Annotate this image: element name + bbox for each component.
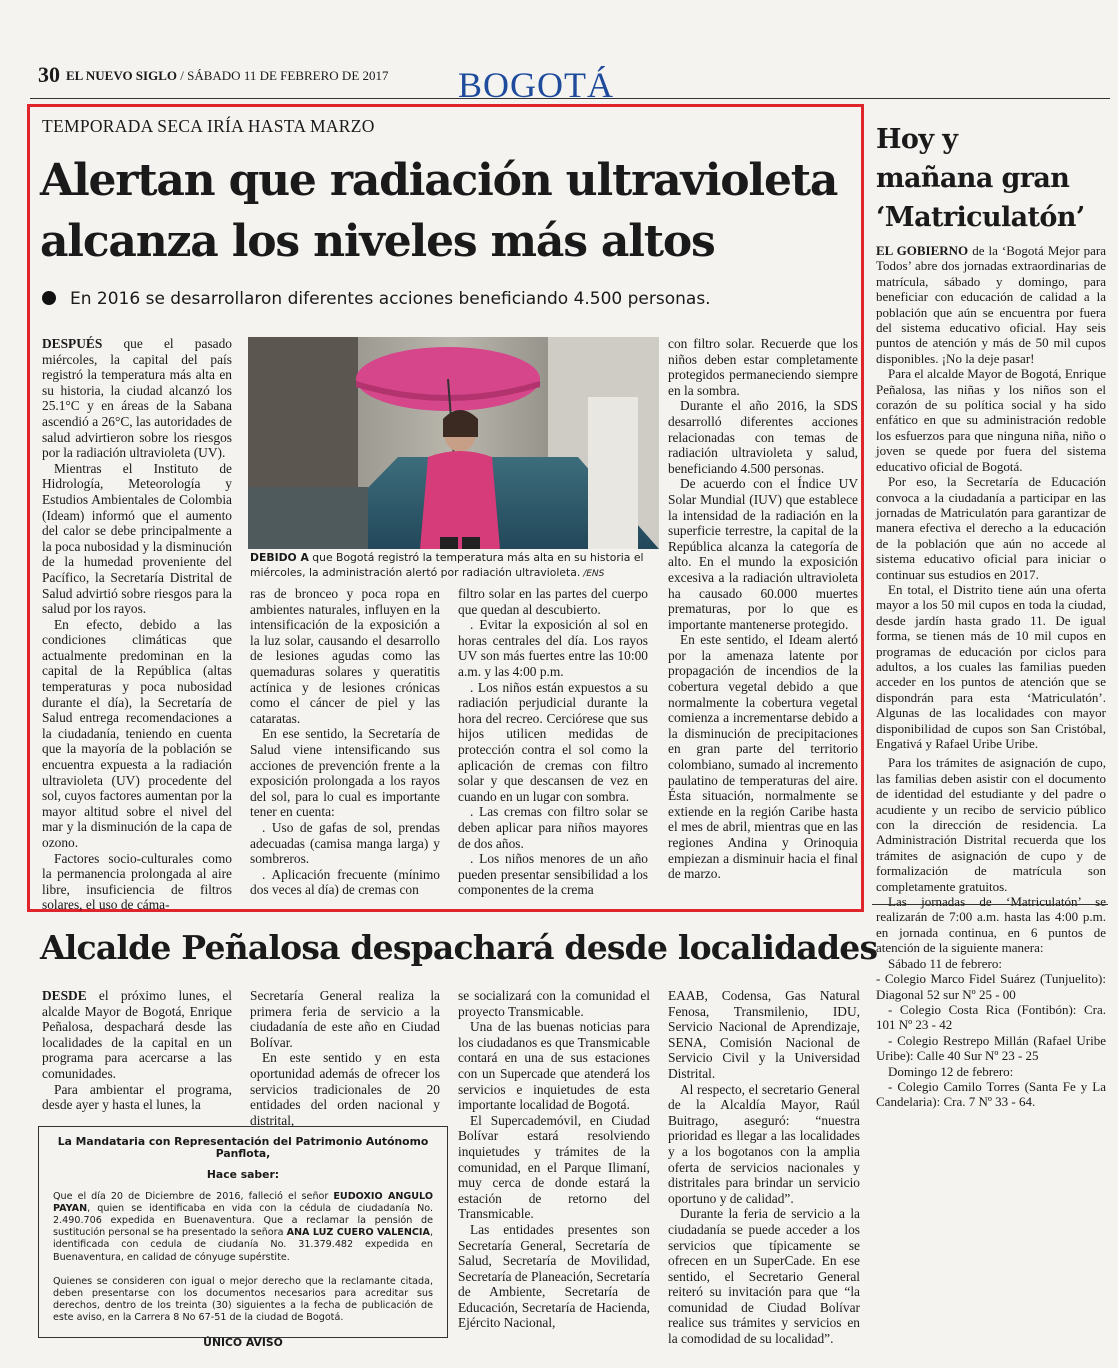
main-column-4 — [668, 336, 858, 882]
paragraph: Para el alcalde Mayor de Bogotá, Enrique Peñalosa, las niñas y los niños son el corazón de su política social y ha sido enfático en que su administración redoble los esfuerzos para que ninguna niña, niño o joven se quede por fuera del sistema educativo oficial de Bogotá. — [876, 366, 1106, 474]
paragraph: El Supercademóvil, en Ciudad Bolívar estará resolviendo inquietudes y trámites de la comunidad, en el Parque Ilimaní, muy cerca de donde estará la estación de retorno del Transmicable. — [458, 1112, 650, 1222]
paragraph: Una de las buenas noticias para los ciudadanos es que Transmicable contará en una de sus estaciones con un Supercade que atenderá los servicios e inquietudes de esta importante localidad de Bogotá. — [458, 1019, 650, 1113]
notice-text: , identificada con cedula de ciudanía No. 31.379.482 expedida en Buenaventura, en calidad de cónyuge supérstite. — [53, 1227, 433, 1263]
photo-umbrella-woman — [248, 337, 659, 549]
lead-word: DESPUÉS — [42, 336, 103, 351]
subhead-text: En 2016 se desarrollaron diferentes acciones beneficiando 4.500 personas. — [70, 289, 711, 309]
paragraph-text: que el pasado miércoles, la capital del país registró la temperatura más alta en su historia, la ciudad alcanzó los 25.1°C y en áreas de la Sabana ascendió a 26°C, las autoridades de salud advirtieron sobre los riesgos por la radiación ultravioleta (UV). — [42, 336, 232, 461]
article-headline — [40, 150, 860, 272]
paragraph: Durante la feria de servicio a la ciudadanía se puede acceder a los servicios que típicamente se ofrecen en un SuperCade. En ese sentido, el Secretario General reiteró su invitación para que “la comunidad de Ciudad Bolívar realice sus trámites y servicios en la comodidad de su localidad”. — [668, 1206, 860, 1347]
second-column-2 — [250, 988, 440, 1128]
paragraph: - Colegio Marco Fidel Suárez (Tunjuelito): Diagonal 52 sur Nº 25 - 00 — [876, 971, 1106, 1002]
main-column-1 — [42, 336, 232, 913]
paragraph: Factores socio-culturales como la permanencia prolongada al aire libre, insuficiencia de filtros solares, el uso de cáma- — [42, 850, 232, 913]
photo-caption — [250, 551, 655, 581]
notice-paragraph-1 — [53, 1191, 433, 1264]
paragraph: se socializará con la comunidad el proyecto Transmicable. — [458, 988, 650, 1019]
side-article-title — [876, 120, 1106, 237]
main-column-3 — [458, 586, 648, 898]
side-article-body — [876, 243, 1106, 1110]
main-column-2 — [250, 586, 440, 898]
lead-word: DESDE — [42, 988, 87, 1003]
paragraph: con filtro solar. Recuerde que los niños deben estar completamente protegidos permaneciendo siempre en la sombra. — [668, 336, 858, 398]
side-title-line-2: mañana gran — [876, 163, 1070, 194]
issue-date: / SÁBADO 11 DE FEBRERO DE 2017 — [180, 68, 389, 83]
second-column-1 — [42, 988, 232, 1113]
notice-name: EUDOXIO ANGULO PAYAN — [53, 1190, 433, 1214]
article-subhead — [42, 289, 711, 309]
caption-text: que Bogotá registró la temperatura más alta en su historia el miércoles, la administración alertó por radiación ultravioleta. — [250, 551, 644, 579]
paragraph: En este sentido y en esta oportunidad además de ofrecer los servicios tradicionales de 20 entidades del orden nacional y distrital, — [250, 1050, 440, 1128]
bullet-icon — [42, 291, 56, 305]
paragraph: . Aplicación frecuente (mínimo dos veces al día) de cremas con — [250, 866, 440, 898]
notice-subtitle: Hace saber: — [206, 1168, 280, 1182]
paragraph-text: de la ‘Bogotá Mejor para Todos’ abre dos jornadas extraordinarias de matrícula, sábado y domingo, para beneficiar con educación de calidad a la población que aún se encuentra por fuera del sistema educativo oficial. Hay seis puntos de atención y más de 50 mil cupos disponibles. ¡No la deje pasar! — [876, 243, 1106, 366]
headline-line-2: alcanza los niveles más altos — [40, 216, 715, 267]
notice-text: Que el día 20 de Diciembre de 2016, falleció el señor — [53, 1190, 334, 1202]
page-number: 30 — [38, 62, 60, 87]
paragraph: - Colegio Costa Rica (Fontibón): Cra. 101 Nº 23 - 42 — [876, 1001, 1106, 1033]
side-title-line-1: Hoy y — [876, 124, 958, 155]
paragraph: EAAB, Codensa, Gas Natural Fenosa, Transmilenio, IDU, Servicio Nacional de Aprendizaje, SENA, Comisión Nacional de Servicio Civil y la Universidad Distrital. — [668, 988, 860, 1081]
paragraph: De acuerdo con el Índice UV Solar Mundial (IUV) que establece la intensidad de la radiación en la superficie terrestre, la capital de la República alcanza la categoría de alto. En el mundo la exposición excesiva a la radiación ultravioleta ha causado 60.000 muertes prematuras, por lo que es importante mantenerse protegido. — [668, 476, 858, 632]
paragraph: Las entidades presentes son Secretaría General, Secretaría de Salud, Secretaría de Movilidad, Secretaría de Planeación, Secretaría de Ambiente, Secretaría de Educación, Secretaría de Hacienda, Ejército Nacional, — [458, 1221, 650, 1331]
page-folio — [38, 62, 389, 88]
paragraph: . Las cremas con filtro solar se deben aplicar para niños mayores de dos años. — [458, 804, 648, 851]
paragraph: Por eso, la Secretaría de Educación convoca a la ciudadanía a participar en las jornadas de Matriculatón para garantizar de manera efectiva el derecho a la educación de la población que aún no accede al sistema educativo oficial para iniciar o continuar sus estudios en 2017. — [876, 474, 1106, 582]
second-column-3 — [458, 988, 650, 1331]
second-column-4 — [668, 988, 860, 1347]
article-photo — [248, 337, 659, 549]
paragraph — [42, 988, 232, 1082]
paragraph: Para ambientar el programa, desde ayer y hasta el lunes, la — [42, 1081, 232, 1113]
paragraph: . Los niños menores de un año pueden presentar sensibilidad a los componentes de la crema — [458, 851, 648, 898]
headline-line-1: Alertan que radiación ultravioleta — [40, 155, 838, 206]
notice-text: , quien se identificaba en vida con la cédula de ciudadanía No. 2.490.706 expedida en Buenaventura. Que a reclamar la pensión de sustitución personal se ha presentado la señora — [53, 1202, 433, 1239]
paragraph: En este sentido, el Ideam alertó por la amenaza latente por propagación de incendios de la cobertura vegetal debido a que normalmente la cobertura vegetal comienza a incrementarse debido a la disminución de precipitaciones en gran parte del territorio colombiano, sumado al incremento paulatino de temperaturas del aire. Ésta situación, normalmente se extiende en la región Caribe hasta el mes de abril, mientras que en las regiones Andina y Orinoquia empiezan a disminuir hacia el final de marzo. — [668, 632, 858, 882]
paragraph: Sábado 11 de febrero: — [888, 955, 1002, 971]
paragraph: En efecto, debido a las condiciones climáticas que actualmente predominan en la capital de la República (altas temperaturas y poca nubosidad durante el día), la Secretaría de Salud entrega recomendaciones a la ciudadanía, teniendo en cuenta que la mayoría de la población se encuentra expuesta a la radiación ultravioleta (UV) procedente del sol, cuyos factores aumentan por la mayor altitud sobre el nivel del mar y la disminución de la capa de ozono. — [42, 616, 232, 850]
paragraph: En ese sentido, la Secretaría de Salud viene intensificando sus acciones de prevención frente a la exposición prolongada a los rayos del sol, para lo cual es importante tener en cuenta: — [250, 726, 440, 820]
paragraph-text: el próximo lunes, el alcalde Mayor de Bogotá, Enrique Peñalosa, despachará desde las localidades de la capital en un programa para acercarse a las comunidades. — [42, 988, 232, 1081]
side-title-line-3: ‘Matriculatón’ — [876, 202, 1085, 233]
paragraph: Las jornadas de ‘Matriculatón’ se realizarán de 7:00 a.m. hasta las 4:00 p.m. en jornada continua, en 6 puntos de atención de la siguiente manera: — [876, 894, 1106, 956]
second-article-headline: Alcalde Peñalosa despachará desde localidades — [40, 928, 878, 967]
paragraph: - Colegio Camilo Torres (Santa Fe y La Candelaria): Cra. 7 Nº 33 - 64. — [876, 1078, 1106, 1110]
paragraph — [876, 243, 1106, 366]
paragraph: Al respecto, el secretario General de la Alcaldía Mayor, Raúl Buitrago, aseguró: “nuestra prioridad es llegar a las localidades y a los bogotanos con la amplia oferta de servicios nacionales y distritales para brindar un servicio oportuno y de calidad”. — [668, 1081, 860, 1206]
paragraph: . Los niños están expuestos a su radiación perjudicial durante la hora del recreo. Cerciórese que sus hijos utilicen medidas de protección contra el sol como la aplicación de cremas con filtro solar y que descansen de vez en cuando en un lugar con sombra. — [458, 679, 648, 804]
legal-notice-box — [38, 1126, 448, 1349]
article-kicker: TEMPORADA SECA IRÍA HASTA MARZO — [42, 116, 375, 136]
notice-name: ANA LUZ CUERO VALENCIA — [286, 1227, 430, 1239]
paragraph: filtro solar en las partes del cuerpo que quedan al descubierto. — [458, 586, 648, 617]
section-title: BOGOTÁ — [458, 65, 614, 105]
notice-footer: ÚNICO AVISO — [203, 1335, 283, 1349]
paper-name: EL NUEVO SIGLO — [66, 68, 177, 83]
paragraph: En total, el Distrito tiene aún una oferta mayor a los 50 mil cupos en toda la ciudad, desde jardín hasta grado 11. De igual forma, se tienen más de 10 mil cupos en programas de educación por ciclos para adultos, a los cuales las familias pueden acceder en los puntos de atención que se dispondrán para esta ‘Matriculatón’. Algunas de las localidades con mayor disponibilidad de cupos son San Cristóbal, Engativá y Rafael Uribe Uribe. — [876, 581, 1106, 751]
header-rule — [30, 98, 1110, 99]
lead-word: EL GOBIERNO — [876, 243, 969, 258]
side-divider — [872, 904, 1108, 905]
paragraph: . Uso de gafas de sol, prendas adecuadas (camisa manga larga) y sombreros. — [250, 819, 440, 867]
paragraph: Domingo 12 de febrero: — [888, 1063, 1014, 1079]
paragraph — [42, 336, 232, 461]
paragraph: Para los trámites de asignación de cupo, las familias deben asistir con el documento de identidad del estudiante y del padre o acudiente y un recibo de servicio público con la dirección de residencia. La Administración Distrital recuerda que los trámites de asignación de cupo y de formalización de matrícula son completamente gratuitos. — [876, 755, 1106, 894]
paragraph: . Evitar la exposición al sol en horas centrales del día. Los rayos UV son más fuertes entre las 10:00 a.m. y las 4:00 p.m. — [458, 617, 648, 679]
notice-title: La Mandataria con Representación del Patrimonio Autónomo Panflota, — [57, 1135, 429, 1161]
caption-lead: DEBIDO A — [250, 551, 309, 564]
paragraph: - Colegio Restrepo Millán (Rafael Uribe Uribe): Calle 40 Sur Nº 23 - 25 — [876, 1032, 1106, 1064]
notice-paragraph-2: Quienes se consideren con igual o mejor derecho que la reclamante citada, deben presentarse con los documentos necesarios para acreditar sus derechos, dentro de los treinta (30) siguientes a la fecha de publicación de este aviso, en la Carrera 8 No 67-51 de la ciudad de Bogotá. — [53, 1275, 433, 1324]
paragraph: ras de bronceo y poca ropa en ambientes naturales, influyen en la intensificación de la exposición a la luz solar, causando el desarrollo de lesiones agudas como las quemaduras solares y queratitis actínica y de lesiones crónicas como el cáncer de piel y las cataratas. — [250, 586, 440, 726]
paragraph: Secretaría General realiza la primera feria de servicio a la ciudadanía de este año en Ciudad Bolívar. — [250, 988, 440, 1050]
caption-credit: /ENS — [580, 568, 605, 579]
paragraph: Durante el año 2016, la SDS desarrolló diferentes acciones relacionadas con temas de radiación ultravioleta y salud, beneficiando 4.500 personas. — [668, 398, 858, 476]
paragraph: Mientras el Instituto de Hidrología, Meteorología y Estudios Ambientales de Colombia (Ideam) informó que el aumento del calor se debe principalmente a la poca nubosidad y la disminución de la humedad proveniente del Pacífico, la Secretaría Distrital de Salud advirtió sobre riesgos para la salud por los rayos. — [42, 460, 232, 617]
